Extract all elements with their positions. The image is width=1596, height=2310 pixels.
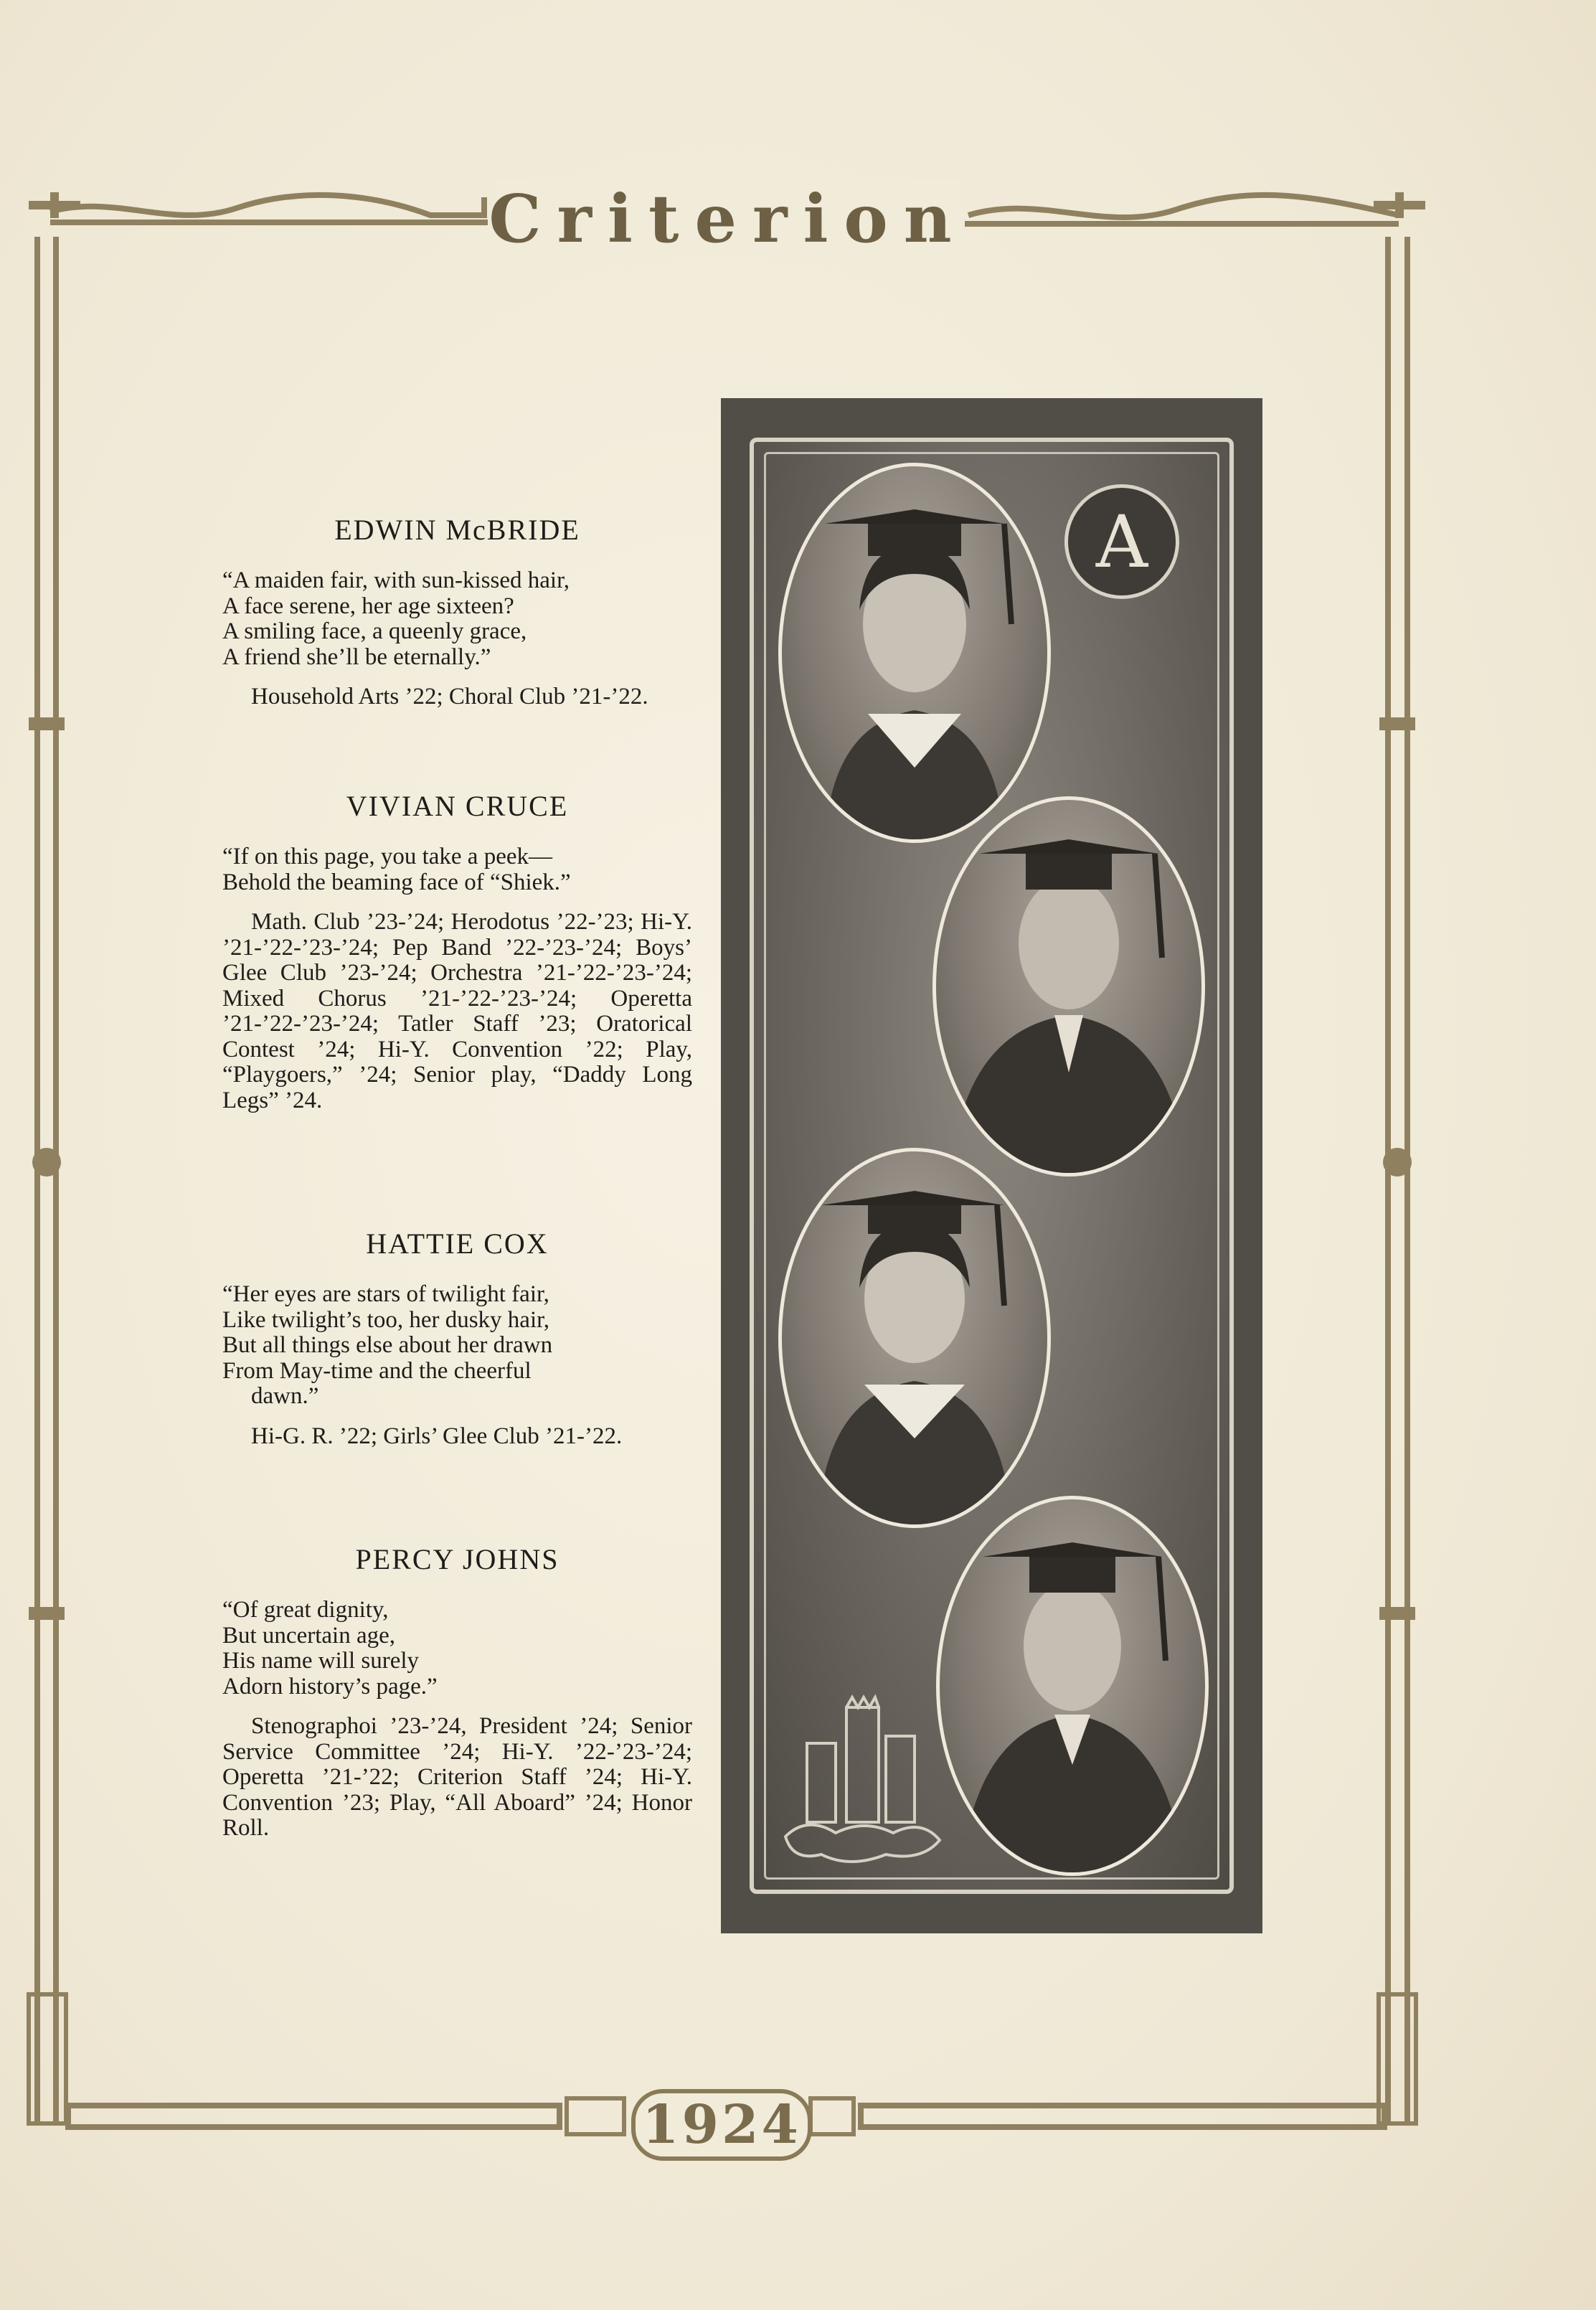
yearbook-masthead: Criterion xyxy=(488,180,968,258)
senior-entry xyxy=(222,513,692,710)
year-badge: 1924 xyxy=(631,2089,812,2161)
student-portrait xyxy=(936,1496,1209,1876)
student-verse xyxy=(222,844,692,895)
student-name: PERCY JOHNS xyxy=(355,1543,559,1575)
school-monogram: A xyxy=(1064,484,1179,599)
verse-line: But uncertain age, xyxy=(222,1622,395,1649)
student-activities: Hi-G. R. ’22; Girls’ Glee Club ’21-’22. xyxy=(251,1423,623,1449)
verse-line: But all things else about her drawn xyxy=(222,1332,553,1358)
student-activities: Stenographoi ’23-’24, President ’24; Senior Service Committee ’24; Hi-Y. ’22-’23-’24; Operetta ’21-’22; Criterion Staff ’24; Hi-Y. Convention ’23; Play, “All Aboard” ’24; Honor Roll. xyxy=(222,1713,692,1841)
verse-line: Adorn history’s page.” xyxy=(222,1673,438,1700)
student-name: HATTIE COX xyxy=(366,1227,549,1260)
castle-ornament xyxy=(778,1679,943,1872)
verse-line: From May-time and the cheerful xyxy=(222,1357,532,1384)
student-name: VIVIAN CRUCE xyxy=(346,790,569,822)
verse-line: Like twilight’s too, her dusky hair, xyxy=(222,1306,550,1333)
verse-line: A face serene, her age sixteen? xyxy=(222,593,514,619)
verse-line: “Her eyes are stars of twilight fair, xyxy=(222,1281,549,1307)
student-portrait xyxy=(778,1148,1051,1528)
student-activities: Household Arts ’22; Choral Club ’21-’22. xyxy=(251,684,648,710)
student-verse xyxy=(222,1598,692,1700)
verse-line: Behold the beaming face of “Shiek.” xyxy=(222,869,571,895)
student-activities: Math. Club ’23-’24; Herodotus ’22-’23; Hi-Y. ’21-’22-’23-’24; Pep Band ’22-’23-’24; Boys’ Glee Club ’23-’24; Orchestra ’21-’22-’23-’24; Mixed Chorus ’21-’22-’23-’24; Operetta ’21-’22-’23-’24; Tatler Staff ’23; Oratorical Contest ’24; Hi-Y. Convention ’22; Play, “Playgoers,” ’24; Senior play, “Daddy Long Legs” ’24. xyxy=(222,909,692,1113)
student-name: EDWIN McBRIDE xyxy=(334,514,580,546)
verse-line: His name will surely xyxy=(222,1648,420,1674)
verse-line: A friend she’ll be eternally.” xyxy=(222,644,491,670)
student-portrait xyxy=(778,463,1051,843)
verse-line: “Of great dignity, xyxy=(222,1597,389,1623)
verse-line: dawn.” xyxy=(251,1383,319,1409)
student-verse xyxy=(222,1282,692,1410)
senior-entry xyxy=(222,789,692,1113)
senior-entry xyxy=(222,1227,692,1449)
student-verse xyxy=(222,568,692,670)
verse-line: “If on this page, you take a peek— xyxy=(222,844,553,869)
verse-line: “A maiden fair, with sun-kissed hair, xyxy=(222,567,570,593)
student-portrait xyxy=(932,796,1205,1177)
senior-entry xyxy=(222,1542,692,1842)
verse-line: A smiling face, a queenly grace, xyxy=(222,618,527,644)
